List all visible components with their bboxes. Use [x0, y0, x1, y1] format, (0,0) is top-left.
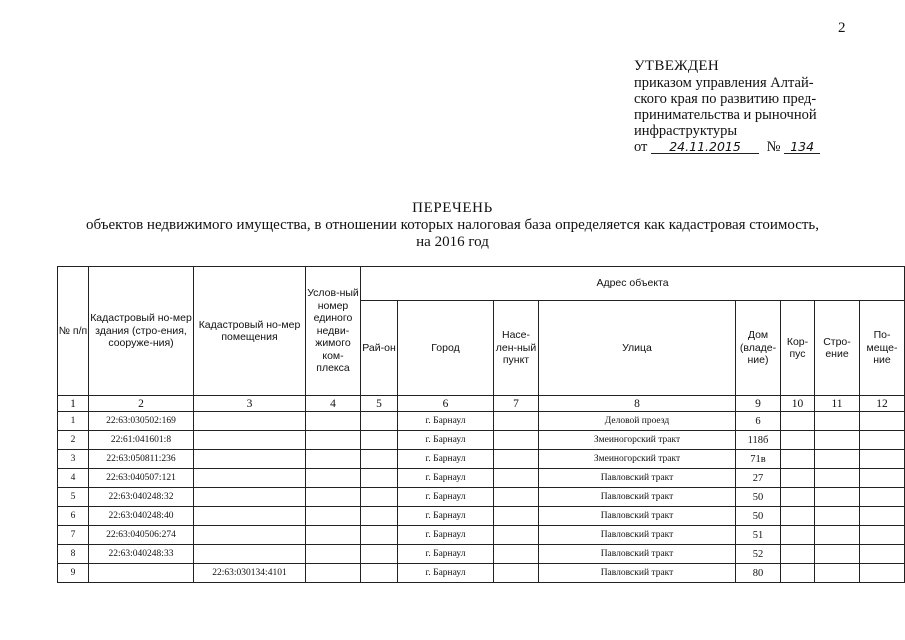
cell-district	[361, 450, 398, 469]
cell-street: Деловой проезд	[539, 412, 736, 431]
cell-street: Змеиногорский тракт	[539, 450, 736, 469]
cell-korpus	[781, 564, 815, 583]
cell-district	[361, 469, 398, 488]
cell-complex	[306, 545, 361, 564]
cell-street: Павловский тракт	[539, 526, 736, 545]
cell-pomeshenie	[860, 507, 905, 526]
cell-stroenie	[815, 431, 860, 450]
cell-building-cadastral	[89, 564, 194, 583]
cell-complex	[306, 469, 361, 488]
approval-number: 134	[784, 140, 820, 154]
cell-city: г. Барнаул	[398, 469, 494, 488]
column-number: 6	[398, 396, 494, 412]
title-line: ПЕРЕЧЕНЬ	[412, 200, 493, 216]
header-street: Улица	[539, 301, 736, 396]
header-city: Город	[398, 301, 494, 396]
cell-building-cadastral: 22:63:040507:121	[89, 469, 194, 488]
cell-num: 9	[58, 564, 89, 583]
cell-room-cadastral	[194, 526, 306, 545]
table-row	[58, 469, 905, 488]
cell-room-cadastral	[194, 469, 306, 488]
cell-pomeshenie	[860, 488, 905, 507]
cell-complex	[306, 564, 361, 583]
title-line: на 2016 год	[416, 234, 489, 250]
cell-city: г. Барнаул	[398, 431, 494, 450]
cell-settlement	[494, 564, 539, 583]
cell-house: 71в	[736, 450, 781, 469]
cell-korpus	[781, 507, 815, 526]
table-row	[58, 545, 905, 564]
header-num: № п/п	[58, 267, 89, 396]
cell-settlement	[494, 469, 539, 488]
cell-pomeshenie	[860, 564, 905, 583]
cell-stroenie	[815, 507, 860, 526]
cell-korpus	[781, 545, 815, 564]
cell-room-cadastral	[194, 488, 306, 507]
cell-num: 8	[58, 545, 89, 564]
cell-building-cadastral: 22:61:041601:8	[89, 431, 194, 450]
cell-korpus	[781, 450, 815, 469]
cell-house: 118б	[736, 431, 781, 450]
table-row	[58, 488, 905, 507]
cell-street: Павловский тракт	[539, 488, 736, 507]
cell-num: 3	[58, 450, 89, 469]
approval-line: ского края по развитию пред-	[634, 91, 817, 107]
approval-title: УТВЕЖДЕН	[634, 58, 720, 74]
cell-settlement	[494, 431, 539, 450]
cell-pomeshenie	[860, 545, 905, 564]
cell-building-cadastral: 22:63:040248:32	[89, 488, 194, 507]
header-house: Дом (владе-ние)	[736, 301, 781, 396]
cell-city: г. Барнаул	[398, 507, 494, 526]
cell-stroenie	[815, 545, 860, 564]
cell-district	[361, 564, 398, 583]
cell-pomeshenie	[860, 431, 905, 450]
cell-settlement	[494, 526, 539, 545]
cell-settlement	[494, 488, 539, 507]
cell-house: 27	[736, 469, 781, 488]
cell-district	[361, 488, 398, 507]
cell-settlement	[494, 507, 539, 526]
approval-block	[634, 58, 864, 155]
cell-stroenie	[815, 564, 860, 583]
column-number: 9	[736, 396, 781, 412]
cell-street: Павловский тракт	[539, 545, 736, 564]
column-number: 2	[89, 396, 194, 412]
cell-stroenie	[815, 412, 860, 431]
table-row	[58, 450, 905, 469]
cell-house: 50	[736, 488, 781, 507]
cell-korpus	[781, 488, 815, 507]
header-building-cadastral: Кадастровый но-мер здания (стро-ения, сооруже-ния)	[89, 267, 194, 396]
cell-street: Павловский тракт	[539, 507, 736, 526]
cell-building-cadastral: 22:63:040506:274	[89, 526, 194, 545]
cell-pomeshenie	[860, 412, 905, 431]
cell-complex	[306, 507, 361, 526]
cell-city: г. Барнаул	[398, 545, 494, 564]
cell-district	[361, 526, 398, 545]
column-number: 1	[58, 396, 89, 412]
approval-date: 24.11.2015	[651, 140, 759, 154]
header-settlement: Насе-лен-ный пункт	[494, 301, 539, 396]
column-number: 7	[494, 396, 539, 412]
cell-house: 52	[736, 545, 781, 564]
cell-building-cadastral: 22:63:030502:169	[89, 412, 194, 431]
cell-house: 6	[736, 412, 781, 431]
header-address-group: Адрес объекта	[361, 267, 905, 301]
cell-district	[361, 431, 398, 450]
page-number: 2	[838, 20, 846, 36]
cell-korpus	[781, 431, 815, 450]
cell-house: 80	[736, 564, 781, 583]
cell-korpus	[781, 469, 815, 488]
cell-house: 51	[736, 526, 781, 545]
cell-complex	[306, 450, 361, 469]
column-number-row	[58, 396, 905, 412]
column-number: 4	[306, 396, 361, 412]
column-number: 5	[361, 396, 398, 412]
cell-room-cadastral	[194, 545, 306, 564]
column-number: 3	[194, 396, 306, 412]
table-row	[58, 412, 905, 431]
header-building: Кор-пус	[781, 301, 815, 396]
cell-building-cadastral: 22:63:040248:33	[89, 545, 194, 564]
cell-settlement	[494, 545, 539, 564]
cell-room-cadastral	[194, 507, 306, 526]
cell-building-cadastral: 22:63:050811:236	[89, 450, 194, 469]
cell-stroenie	[815, 450, 860, 469]
cell-room-cadastral	[194, 431, 306, 450]
cell-city: г. Барнаул	[398, 526, 494, 545]
cell-stroenie	[815, 469, 860, 488]
header-complex: Услов-ный номер единого недви-жимого ком-плекса	[306, 267, 361, 396]
cell-num: 7	[58, 526, 89, 545]
cell-num: 4	[58, 469, 89, 488]
column-number: 11	[815, 396, 860, 412]
cell-settlement	[494, 450, 539, 469]
header-structure: Стро-ение	[815, 301, 860, 396]
approval-date-line	[634, 139, 864, 155]
cell-korpus	[781, 412, 815, 431]
property-table	[57, 266, 905, 583]
approval-line: инфраструктуры	[634, 123, 738, 139]
cell-num: 1	[58, 412, 89, 431]
cell-street: Змеиногорский тракт	[539, 431, 736, 450]
date-prefix: от	[634, 139, 648, 155]
cell-num: 6	[58, 507, 89, 526]
cell-stroenie	[815, 526, 860, 545]
cell-stroenie	[815, 488, 860, 507]
header-premises: По-меще-ние	[860, 301, 905, 396]
cell-city: г. Барнаул	[398, 412, 494, 431]
cell-num: 2	[58, 431, 89, 450]
cell-korpus	[781, 526, 815, 545]
cell-district	[361, 507, 398, 526]
cell-city: г. Барнаул	[398, 564, 494, 583]
header-district: Рай-он	[361, 301, 398, 396]
cell-complex	[306, 526, 361, 545]
approval-line: принимательства и рыночной	[634, 107, 817, 123]
cell-street: Павловский тракт	[539, 469, 736, 488]
table-row	[58, 564, 905, 583]
cell-num: 5	[58, 488, 89, 507]
cell-district	[361, 545, 398, 564]
column-number: 8	[539, 396, 736, 412]
column-number: 12	[860, 396, 905, 412]
table-row	[58, 431, 905, 450]
cell-room-cadastral	[194, 450, 306, 469]
cell-pomeshenie	[860, 469, 905, 488]
number-prefix: №	[766, 139, 781, 155]
cell-room-cadastral	[194, 412, 306, 431]
column-number: 10	[781, 396, 815, 412]
title-line: объектов недвижимого имущества, в отношении которых налоговая база определяется как кадастровая стоимость,	[85, 217, 820, 233]
document-title	[0, 200, 905, 251]
cell-city: г. Барнаул	[398, 450, 494, 469]
cell-pomeshenie	[860, 526, 905, 545]
cell-room-cadastral: 22:63:030134:4101	[194, 564, 306, 583]
cell-building-cadastral: 22:63:040248:40	[89, 507, 194, 526]
cell-complex	[306, 412, 361, 431]
table-row	[58, 507, 905, 526]
cell-complex	[306, 431, 361, 450]
cell-district	[361, 412, 398, 431]
cell-pomeshenie	[860, 450, 905, 469]
cell-city: г. Барнаул	[398, 488, 494, 507]
cell-complex	[306, 488, 361, 507]
cell-settlement	[494, 412, 539, 431]
cell-house: 50	[736, 507, 781, 526]
table-row	[58, 526, 905, 545]
approval-line: приказом управления Алтай-	[634, 75, 814, 91]
header-room-cadastral: Кадастровый но-мер помещения	[194, 267, 306, 396]
cell-street: Павловский тракт	[539, 564, 736, 583]
